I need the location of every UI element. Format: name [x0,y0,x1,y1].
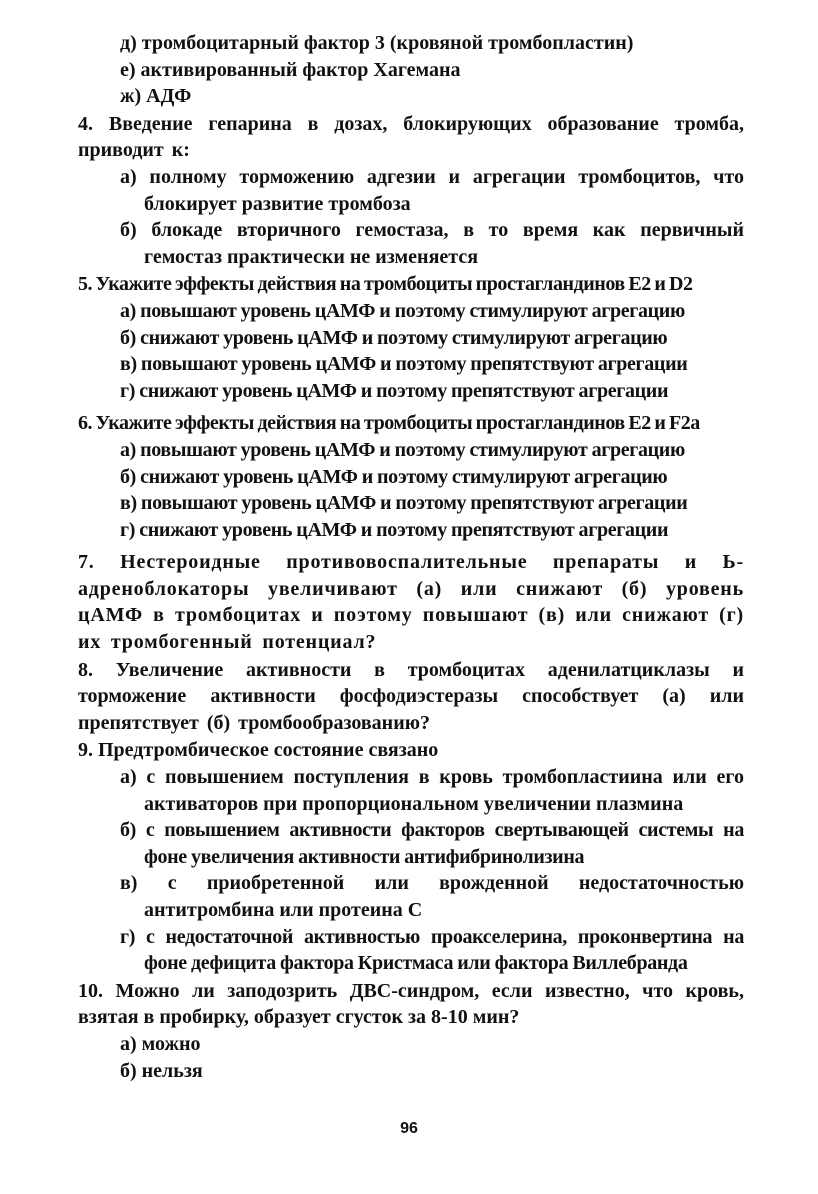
question-text: 8. Увеличение активности в тромбоцитах аденилатциклазы и торможение активности фосфодиэстеразы способствует (а) или препятствует (б) тромбообразованию? [78,658,744,734]
option-item: б) блокаде вторичного гемостаза, в то время как первичный гемостаз практически не изменяется [120,219,744,268]
question-8 [78,657,744,737]
question-10 [78,978,744,1084]
option-item: в) с приобретенной или врожденной недостаточностью антитромбина или протеина С [120,872,744,921]
question-4 [78,111,744,271]
option-item: а) повышают уровень цАМФ и поэтому стимулируют агрегацию [120,438,685,461]
question-5 [78,271,744,404]
question-6 [78,410,744,543]
option-item: б) нельзя [120,1059,203,1082]
carryover-options [78,30,744,110]
question-9 [78,737,744,976]
option-item: в) повышают уровень цАМФ и поэтому препятствуют агрегации [120,353,688,376]
option-item: в) повышают уровень цАМФ и поэтому препятствуют агрегации [120,492,688,515]
question-text: 10. Можно ли заподозрить ДВС-синдром, если известно, что кровь, взятая в пробирку, образует сгусток за 8-10 мин? [78,979,744,1029]
option-item: г) снижают уровень цАМФ и поэтому препятствуют агрегации [120,379,669,402]
option-item: б) с повышением активности факторов свертывающей системы на фоне увеличения активности антифибринолизина [120,819,744,868]
option-item: а) с повышением поступления в кровь тромбопластиина или его активаторов при пропорциональном увеличении плазмина [120,766,744,815]
option-item: б) снижают уровень цАМФ и поэтому стимулируют агрегацию [120,326,668,349]
option-item: г) снижают уровень цАМФ и поэтому препятствуют агрегации [120,518,669,541]
option-item: д) тромбоцитарный фактор 3 (кровяной тромбопластин) [120,32,634,54]
question-text: 6. Укажите эффекты действия на тромбоциты простагландинов Е2 и F2a [78,412,700,435]
option-item: ж) АДФ [120,85,192,108]
question-text: 7. Нестероидные противовоспалительные препараты и Ь-адреноблокаторы увеличивают (а) или снижают (б) уровень цАМФ в тромбоцитах и поэтому повышают (в) или снижают (г) их тромбогенный потенциал? [78,551,744,654]
option-item: б) снижают уровень цАМФ и поэтому стимулируют агрегацию [120,465,668,488]
option-item: а) полному торможению адгезии и агрегации тромбоцитов, что блокирует развитие тромбоза [120,165,744,215]
question-text: 9. Предтромбическое состояние связано [78,739,439,762]
option-item: е) активированный фактор Хагемана [120,58,461,81]
question-text: 5. Укажите эффекты действия на тромбоциты простагландинов Е2 и D2 [78,273,693,296]
option-item: а) повышают уровень цАМФ и поэтому стимулируют агрегацию [120,299,685,322]
question-7 [78,549,744,655]
option-item: а) можно [120,1032,201,1055]
page-number: 96 [400,1120,418,1137]
question-text: 4. Введение гепарина в дозах, блокирующих образование тромба, приводит к: [78,112,744,162]
option-item: г) с недостаточной активностью проакселерина, проконвертина на фоне дефицита фактора Кристмаса или фактора Виллебранда [120,925,744,975]
page-content [78,30,744,1084]
